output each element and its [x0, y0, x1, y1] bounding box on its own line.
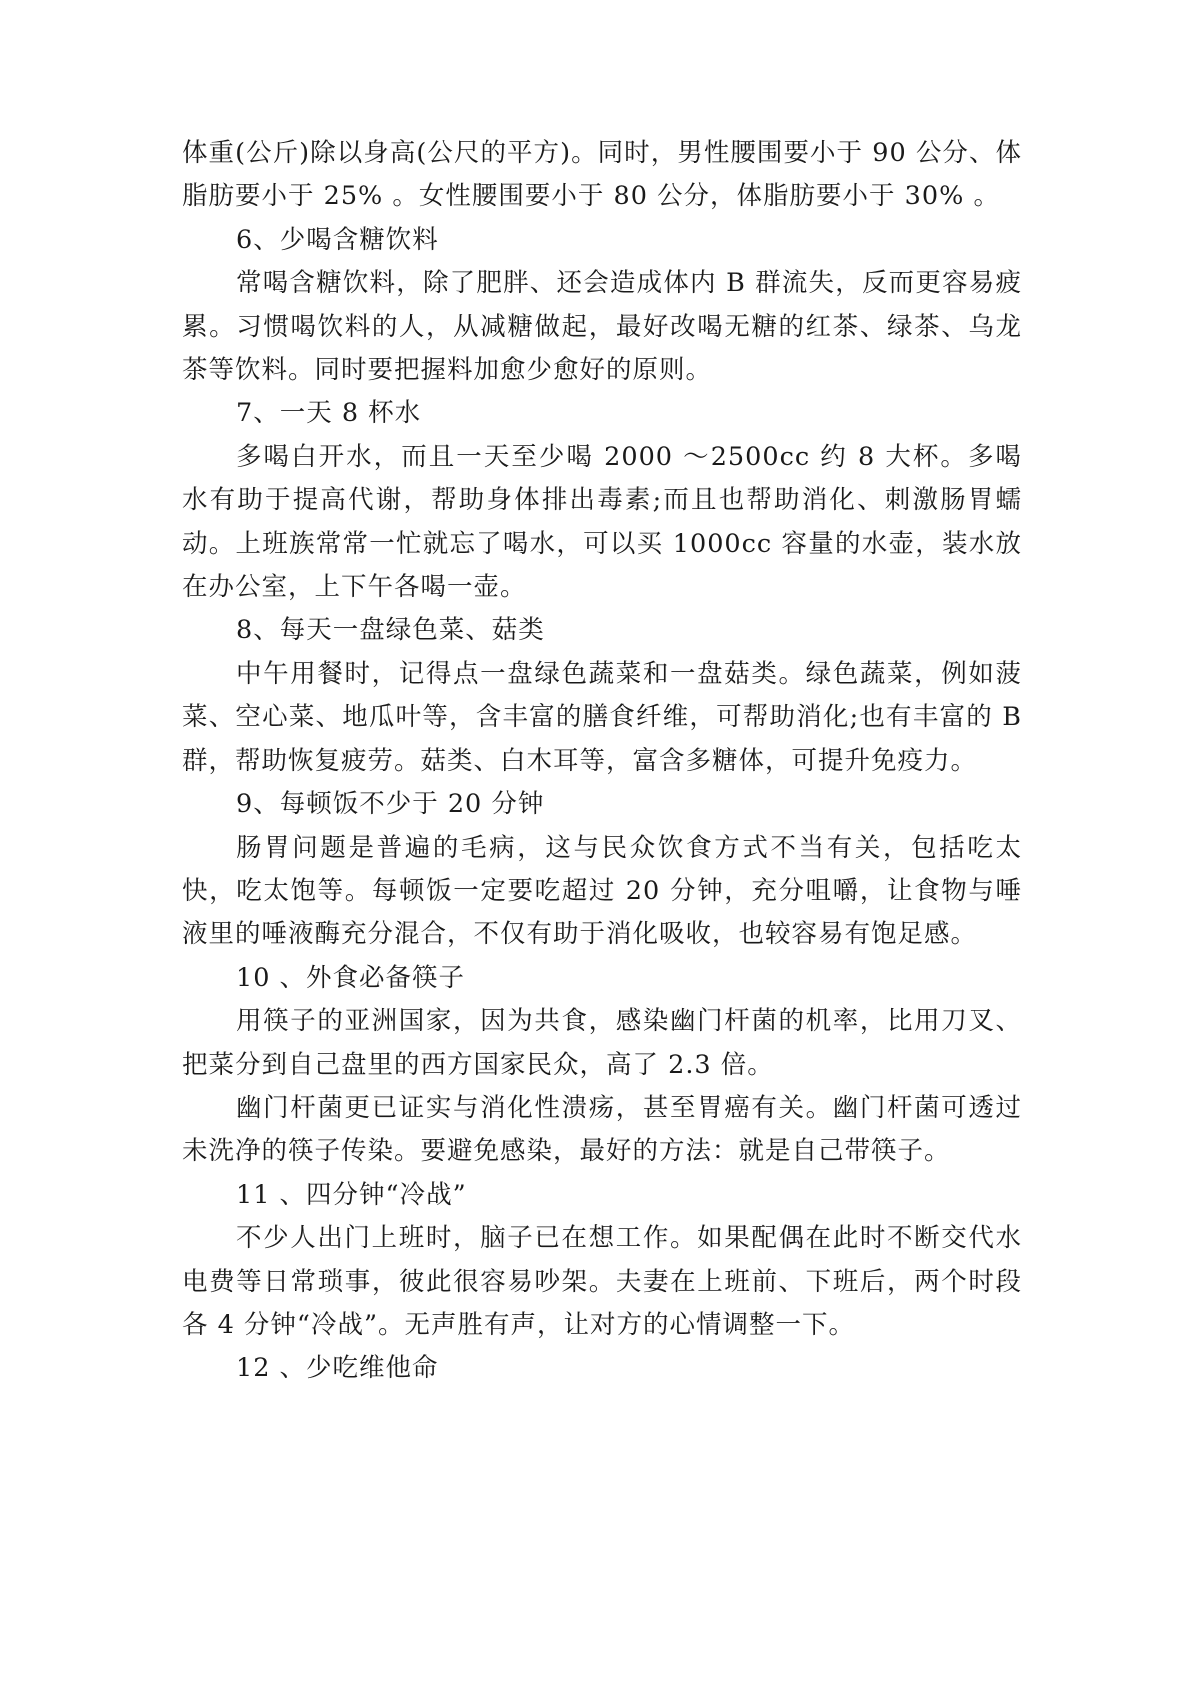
heading-greens-mushrooms: 8、每天一盘绿色菜、菇类 — [236, 615, 545, 646]
paragraph-meal-duration: 肠胃问题是普遍的毛病，这与民众饮食方式不当有关，包括吃太快，吃太饱等。每顿饭一定要吃超过 20 分钟，充分咀嚼，让食物与唾液里的唾液酶充分混合，不仅有助于消化吸收，也较容易有饱足感。 — [182, 832, 1022, 950]
paragraph-helicobacter: 幽门杆菌更已证实与消化性溃疡，甚至胃癌有关。幽门杆菌可透过未洗净的筷子传染。要避免感染，最好的方法：就是自己带筷子。 — [182, 1092, 1022, 1167]
paragraph-sugary-drinks: 常喝含糖饮料，除了肥胖、还会造成体内 B 群流失，反而更容易疲累。习惯喝饮料的人，从减糖做起，最好改喝无糖的红茶、绿茶、乌龙茶等饮料。同时要把握料加愈少愈好的原则。 — [182, 268, 1022, 386]
paragraph-chopsticks-infection: 用筷子的亚洲国家，因为共食，感染幽门杆菌的机率，比用刀叉、把菜分到自己盘里的西方国家民众，高了 2.3 倍。 — [182, 1006, 1022, 1080]
heading-less-sugary-drinks: 6、少喝含糖饮料 — [236, 224, 439, 255]
heading-eight-cups-water: 7、一天 8 杯水 — [236, 398, 422, 429]
paragraph-bmi-criteria: 体重(公斤)除以身高(公尺的平方)。同时，男性腰围要小于 90 公分、体脂肪要小于 25% 。女性腰围要小于 80 公分，体脂肪要小于 30% 。 — [182, 138, 1022, 212]
heading-meal-duration: 9、每顿饭不少于 20 分钟 — [236, 789, 545, 820]
document-body — [182, 132, 1022, 1391]
heading-fewer-vitamins: 12 、少吃维他命 — [236, 1353, 439, 1384]
paragraph-cold-war: 不少人出门上班时，脑子已在想工作。如果配偶在此时不断交代水电费等日常琐事，彼此很容易吵架。夫妻在上班前、下班后，两个时段各 4 分钟“冷战”。无声胜有声，让对方的心情调整一下。 — [182, 1223, 1022, 1340]
paragraph-greens-mushrooms: 中午用餐时，记得点一盘绿色蔬菜和一盘菇类。绿色蔬菜，例如菠菜、空心菜、地瓜叶等，含丰富的膳食纤维，可帮助消化;也有丰富的 B 群，帮助恢复疲劳。菇类、白木耳等，富含多糖体，可提升免疫力。 — [182, 658, 1022, 776]
heading-four-minute-cold-war: 11 、四分钟“冷战” — [236, 1179, 467, 1210]
paragraph-water: 多喝白开水，而且一天至少喝 2000 ～2500cc 约 8 大杯。多喝水有助于提高代谢，帮助身体排出毒素;而且也帮助消化、刺激肠胃蠕动。上班族常常一忙就忘了喝水，可以买 1000cc 容量的水壶，装水放在办公室，上下午各喝一壶。 — [182, 441, 1022, 603]
heading-chopsticks: 10 、外食必备筷子 — [236, 962, 466, 993]
